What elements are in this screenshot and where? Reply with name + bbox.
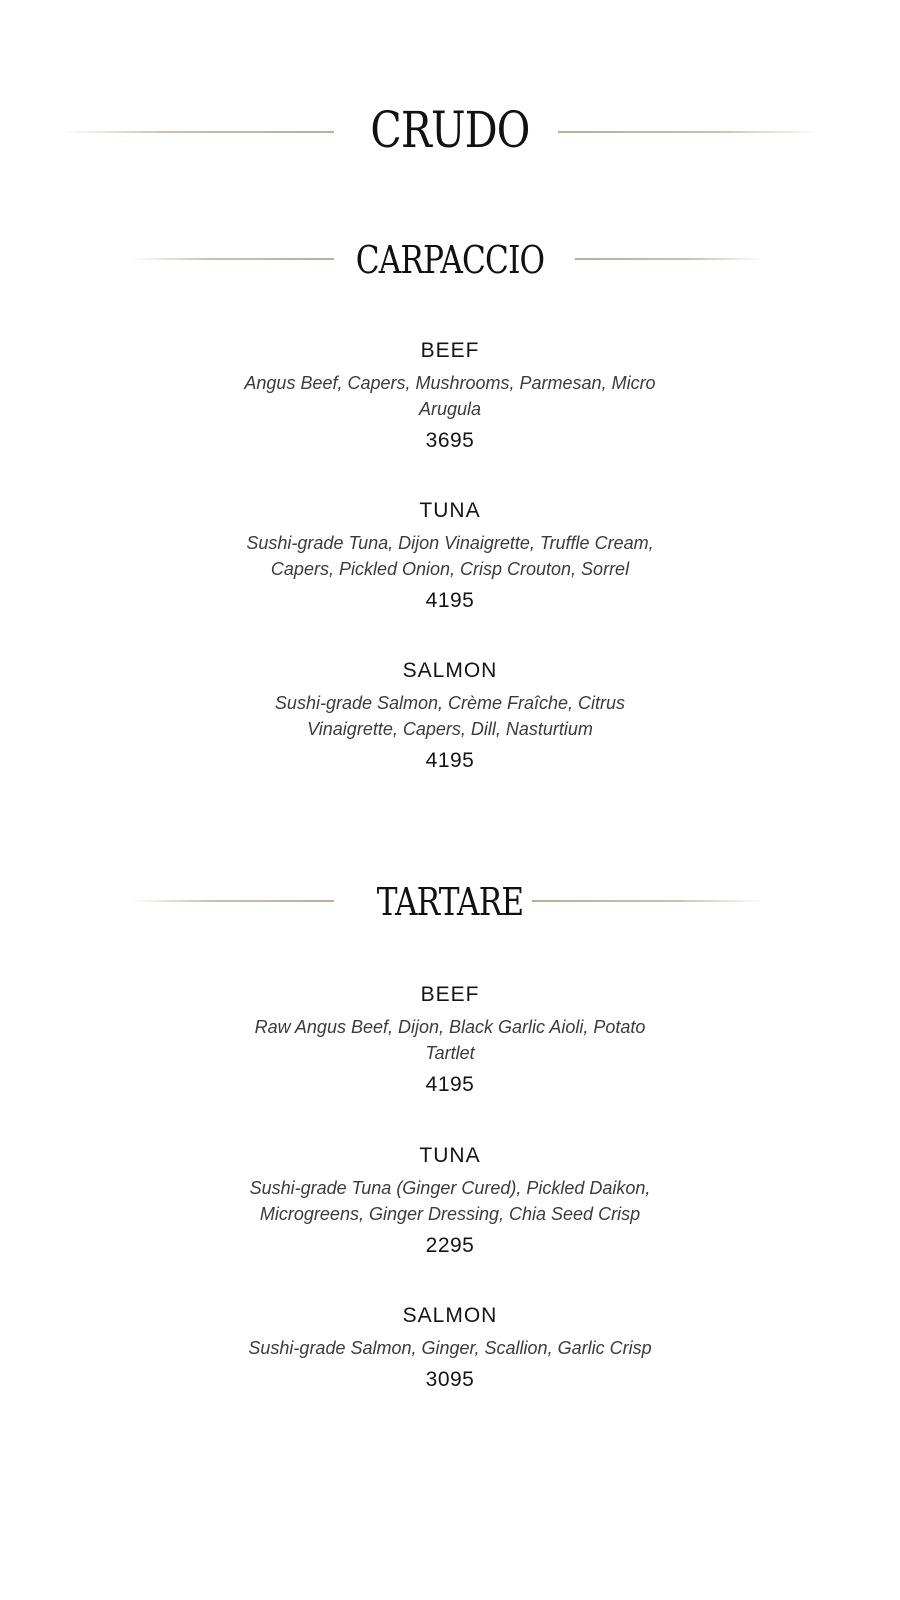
carpaccio-rule-right xyxy=(575,258,765,260)
title-rule-left xyxy=(62,131,334,133)
item-price: 2295 xyxy=(425,1234,475,1257)
item-price: 4195 xyxy=(425,589,475,612)
item-description: Sushi-grade Salmon, Ginger, Scallion, Garlic Crisp xyxy=(248,1338,652,1358)
item-name: TUNA xyxy=(419,499,481,522)
item-description: Raw Angus Beef, Dijon, Black Garlic Aioli, Potato Tartlet xyxy=(254,1017,646,1063)
menu-item-carpaccio-beef xyxy=(225,338,675,454)
item-price: 3695 xyxy=(425,429,475,452)
page-title: CRUDO xyxy=(370,101,530,159)
tartare-rule-right xyxy=(532,900,766,902)
item-name: SALMON xyxy=(402,1304,498,1327)
item-name: BEEF xyxy=(420,983,480,1006)
item-description: Angus Beef, Capers, Mushrooms, Parmesan, Micro Arugula xyxy=(244,373,656,419)
tartare-rule-left xyxy=(130,900,334,902)
item-description: Sushi-grade Tuna (Ginger Cured), Pickled Daikon, Microgreens, Ginger Dressing, Chia Seed Crisp xyxy=(249,1178,651,1224)
menu-item-carpaccio-tuna xyxy=(225,498,675,614)
item-name: TUNA xyxy=(419,1144,481,1167)
menu-item-tartare-beef xyxy=(225,982,675,1098)
item-name: BEEF xyxy=(420,339,480,362)
item-price: 3095 xyxy=(425,1368,475,1391)
title-rule-right xyxy=(558,131,822,133)
item-description: Sushi-grade Tuna, Dijon Vinaigrette, Truffle Cream, Capers, Pickled Onion, Crisp Crouton, Sorrel xyxy=(246,533,654,579)
item-description: Sushi-grade Salmon, Crème Fraîche, Citrus Vinaigrette, Capers, Dill, Nasturtium xyxy=(274,693,626,739)
carpaccio-rule-left xyxy=(130,258,334,260)
menu-item-carpaccio-salmon xyxy=(225,658,675,774)
item-price: 4195 xyxy=(425,1073,475,1096)
section-heading-carpaccio: CARPACCIO xyxy=(355,238,545,282)
item-name: SALMON xyxy=(402,659,498,682)
section-heading-tartare: TARTARE xyxy=(376,880,524,924)
menu-item-tartare-salmon xyxy=(225,1303,675,1393)
menu-item-tartare-tuna xyxy=(225,1143,675,1259)
item-price: 4195 xyxy=(425,749,475,772)
